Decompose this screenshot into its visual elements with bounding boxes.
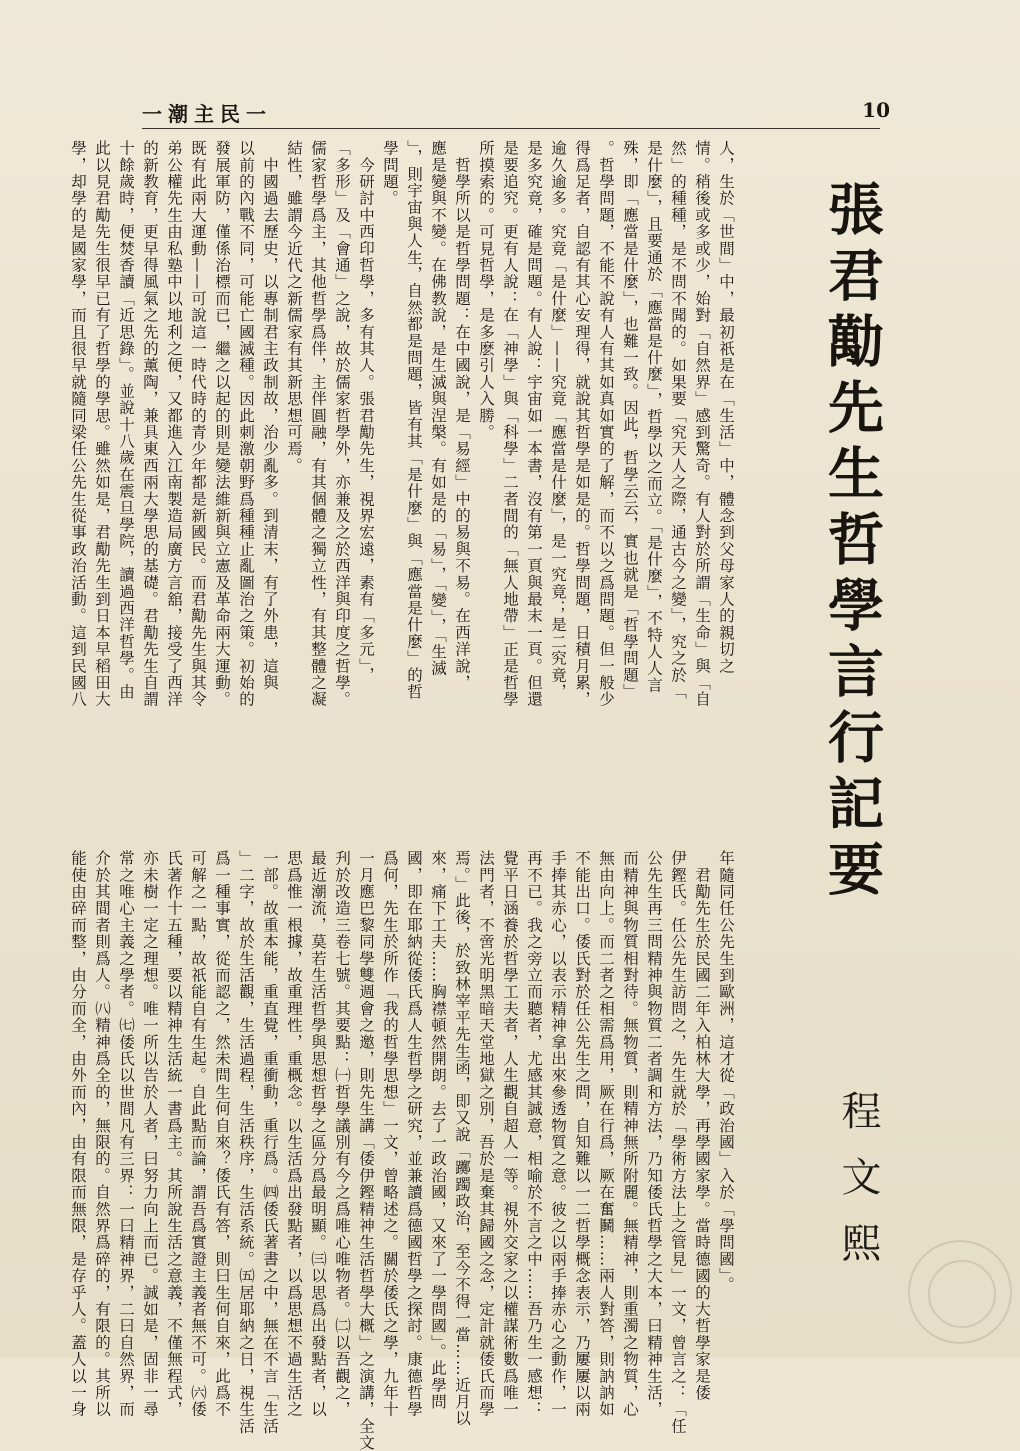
- page-number: 10: [862, 98, 890, 122]
- library-seal: [908, 1240, 1012, 1344]
- article-author: 程文熙: [835, 1090, 881, 1288]
- journal-name: 一潮主民一: [142, 102, 272, 126]
- body-text-lower: 年隨同任公先生到歐洲，這才從「政治國」入於「學問國」。 君勱先生於民國二年入柏林大學，再學國家學。當時德國的大哲學家是倭 伊鏗氏。任公先生訪問之，先生就於「學術方法上之管見」一文，曾言之：「任 公先生再三問精神與物質二者調和方法，乃知倭氏哲學之大本，曰精神生活， 而精神與物質相對待。無物質，則精神無所附麗。無精神，則重濁之物質，心 無由向上。而二者之相需爲用，厥在行爲，厥在奮鬭……兩人對答，則訥訥如 不能出口。倭氏對於任公先生之問，自知難以一二哲學概念表示，乃屢屢以兩 手捧其赤心，以表示精神拿出來參透物質之意。彼之以兩手捧赤心之動作，一 再不已。我之旁立而聽者，尤感其誠意，相喻於不言之中……吾乃生一感想： 覺平日涵養於哲學工夫者，人生觀自超人一等。視外交家之以權謀術數爲唯一 法門者，不啻光明黑暗天堂地獄之別，吾於是棄其歸國之念，定計就倭氏而學 焉。」此後，於致林宰平先生函，即又說「躑躅政治，至今不得一當……近月以 來，痛下工夫……胸襟頓然開朗。去了一政治國，又來了一學問國」。此學問 國，即在耶納從倭氏爲人生哲學之研究，並兼讀爲德國哲學之探討。康德哲學 爲何，先生於所作「我的哲學思想」一文，曾略述之。關於倭氏之學，九年十 一月應巴黎同學雙週會之邀，則先生講「倭伊鏗精神生活哲學大概」之演講，全文 刋於改造三卷七號。其要點：㈠哲學議別有今之爲唯心唯物者。㈡以吾觀之， 最近潮流，莫若生活哲學與思想哲學之區分爲最明顯。㈢以思爲出發點者，以 思爲惟一根據，故重理性，重概念。以生活爲出發點者，以爲思想不過生活之 一部。故重本能，重直覺，重衝動，重行爲。㈣倭氏著書之中，無在不言「生活 」二字，故於生活觀，生活過程，生活秩序，生活系統。㈤居耶納之日，視生活 爲一種事實，從而認之，然未問生何自來？倭氏有答，則曰生何自來，此爲不 可解之一點，故祇能自有生起。自此點而論，謂吾爲實證主義者無不可。㈥倭 氏著作十五種，要以精神生活統一書爲主。其所說生活之意義，不僅無程式， 亦未樹一定之理想。唯一所以告於人者，曰努力向上而已。誠如是，固非一尋 常之唯心主義之學者。㈦倭氏以世間凡有三界：一曰精神界，二曰自然界，而 介於其間者則爲人。㈧精神爲全的，無限的。自然界爲碎的，有限的。其所以 能使由碎而整，由分而全，由外而內，由有限而無限，是存乎人。蓋人以一身: [69, 850, 735, 1451]
- article-title: 張君勱先生哲學言行記要: [819, 180, 885, 906]
- header-rule: [142, 128, 880, 129]
- seal-inner-ring: [928, 1260, 996, 1328]
- body-text-upper: 人，生於「世間」中，最初祇是在「生活」中，體念到父母家人的親切之 情。稍後或多或少，始對「自然界」感到驚奇。有人對於所謂「生命」與「自 然」的種種，是不問不聞的。如果要「究天人之際，通古今之變」，究之於「 是什麼」，且要通於「應當是什麼」，哲學以之而立。「是什麼」，不特人人言 殊，即「應當是什麼」，也難一致。因此，哲學云云，實也就是「哲學問題」 。哲學問題，不能不說有人有其如真如實的了解，而不以之爲問題。但一般少 得爲足者，自認有其心安理得，就說其哲學是如是的。哲學問題，日積月累， 逾久逾多。究竟「是什麼」——究竟「應當是什麼」，是一究竟；是二究竟， 是多究竟，確是問題。有人說：宇宙如一本書，沒有第一頁與最末一頁。但還 是要追究。更有人說：在「神學」與「科學」二者間的「無人地帶」正是哲學 所摸索的。可見哲學，是多麽引人入勝。 哲學所以是哲學問題：在中國說，是「易經」中的易與不易。在西洋說， 應是變與不變。在佛教說，是生滅與涅槃。有如是的「易」，「變」，「生滅 」，則宇宙與人生，自然都是問題，皆有其「是什麼」與「應當是什麼」的哲 學問題。 今研討中西印哲學，多有其人。張君勱先生，視界宏遠，素有「多元」， 「多形」及「會通」之說，故於儒家哲學外，亦兼及之於西洋與印度之哲學。 儒家哲學爲主，其他哲學爲伴，主伴圓融，有其個體之獨立性，有其整體之凝 結性，雖謂今近代之新儒家有其新思想可焉。 中國過去歷史，以專制君主政制故，治少亂多。到清末，有了外患，這與 以前的內戰不同，可能亡國滅種。因此刺激朝野爲種種止亂圖治之策。初始的 發展軍防，僅係治標而已，繼之以起的則是變法維新與立憲及革命兩大運動。 既有此兩大運動——可說這一時代時的青少年都是新國民。而君勱先生與其令 弟公權先生由私塾中以地利之便，又都進入江南製造局廣方言舘，接受了西洋 的新教育，更早得風氣之先的薰陶，兼具東西兩大學思的基礎。君勱先生自謂 十餘歲時，便焚香讀「近思錄」。並說十八歲在震旦學院，讀過西洋哲學。由 此以見君勱先生很早已有了哲學的學思。雖然如是，君勱先生到日本早稻田大 學，却學的是國家學，而且很早就隨同梁任公先生從事政治活動。這到民國八: [69, 140, 735, 708]
